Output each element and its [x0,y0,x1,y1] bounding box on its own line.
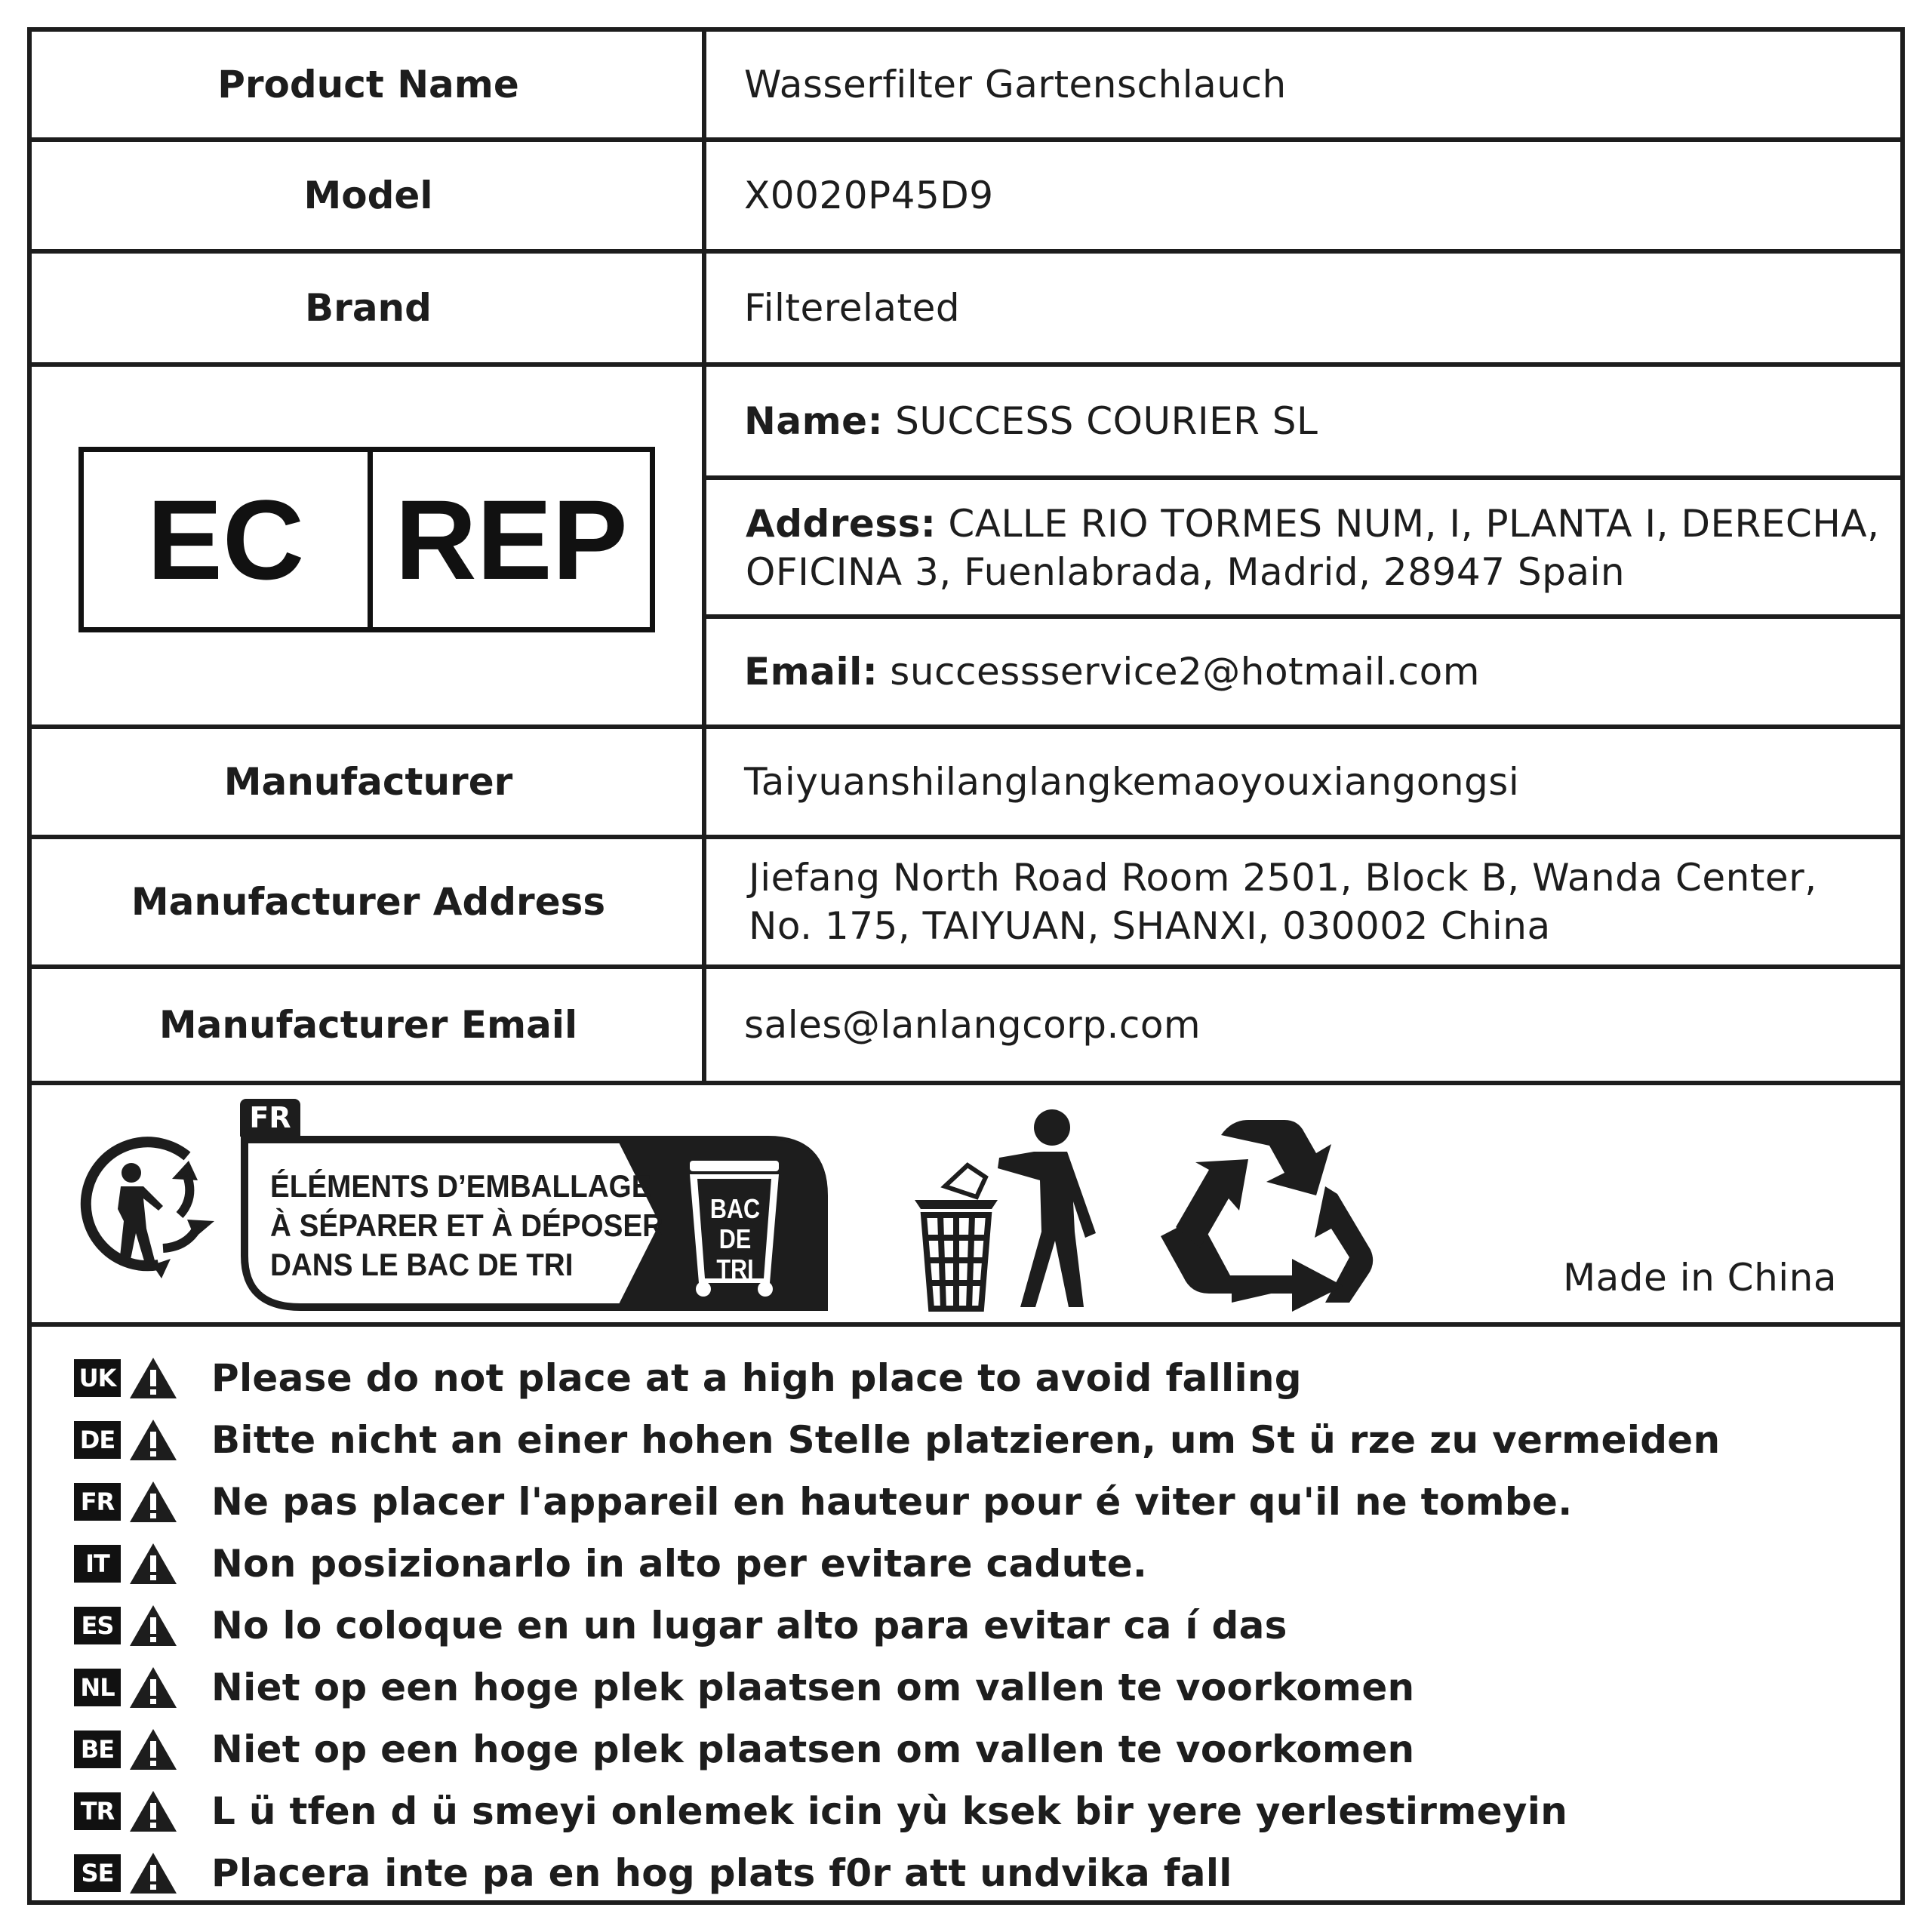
ec-rep-address-line2: OFICINA 3, Fuenlabrada, Madrid, 28947 Spain [746,550,1626,594]
product-name-value: Wasserfilter Gartenschlauch [744,63,1287,106]
warning-triangle-icon [128,1789,178,1833]
ec-rep-address-cell [706,480,1900,619]
country-code-badge: UK [74,1359,121,1397]
row-manufacturer [32,729,1900,839]
info-tri-line2: À SÉPARER ET À DÉPOSER [270,1208,664,1243]
ec-rep-symbol [78,447,655,632]
warning-line [74,1725,1414,1774]
ec-rep-address-line1: CALLE RIO TORMES NUM, I, PLANTA I, DERECHA, [948,502,1880,546]
manufacturer-address-line1: Jiefang North Road Room 2501, Block B, Wanda Center, [749,856,1817,900]
warning-triangle-icon [128,1418,178,1462]
country-code-badge: NL [74,1669,121,1706]
recycle-icon [1156,1115,1375,1312]
country-code-badge: BE [74,1730,121,1768]
row-model [32,142,1900,254]
ec-rep-name-key: Name: [744,399,884,443]
warning-text: Niet op een hoge plek plaatsen om vallen te voorkomen [211,1727,1415,1771]
warning-text: Placera inte pa en hog plats f0r att undvika fall [211,1851,1232,1895]
ec-rep-email-cell [706,619,1900,724]
product-name-label: Product Name [217,63,519,106]
bin-label-line2: DE [718,1223,752,1254]
warning-triangle-icon [128,1480,178,1524]
bin-label-line1: BAC [709,1193,761,1224]
info-tri-block [240,1099,829,1312]
info-tri-country-badge: FR [240,1099,300,1137]
warning-line [74,1354,1302,1402]
manufacturer-email-label: Manufacturer Email [158,1003,578,1047]
bin-label [706,1194,764,1284]
warning-text: Niet op een hoge plek plaatsen om vallen te voorkomen [211,1666,1415,1709]
brand-value: Filterelated [744,286,961,330]
country-code-badge: SE [74,1854,121,1892]
manufacturer-address-line2: No. 175, TAIYUAN, SHANXI, 030002 China [749,904,1551,948]
country-code-badge: IT [74,1545,121,1583]
made-in-label: Made in China [1563,1256,1837,1300]
row-ec-rep [32,367,1900,729]
ec-rep-email-key: Email: [744,650,878,694]
manufacturer-label: Manufacturer [223,760,513,804]
warning-line [74,1416,1720,1464]
triman-icon [74,1131,222,1278]
warning-triangle-icon [128,1851,178,1895]
warning-line [74,1849,1232,1897]
warning-triangle-icon [128,1727,178,1771]
warning-line [74,1601,1287,1650]
warning-triangle-icon [128,1542,178,1586]
country-code-badge: ES [74,1607,121,1644]
warning-text: Bitte nicht an einer hohen Stelle platzieren, um St ü rze zu vermeiden [211,1418,1721,1462]
country-code-badge: FR [74,1483,121,1521]
info-tri-line3: DANS LE BAC DE TRI [270,1247,574,1282]
row-brand [32,254,1900,367]
ec-rep-symbol-cell [32,367,702,724]
row-product-name [32,32,1900,142]
warning-triangle-icon [128,1666,178,1709]
ec-rep-ec: EC [84,452,373,627]
row-manufacturer-email [32,969,1900,1085]
country-code-badge: TR [74,1792,121,1830]
info-tri-line1: ÉLÉMENTS D’EMBALLAGE [270,1168,651,1204]
warning-text: L ü tfen d ü smeyi onlemek icin yù ksek bir yere yerlestirmeyin [211,1789,1568,1833]
manufacturer-address-label: Manufacturer Address [131,880,606,924]
symbols-band [32,1085,1900,1327]
ec-rep-address-key: Address: [746,502,937,546]
bin-label-line3: TRI [716,1254,754,1284]
warning-line [74,1663,1414,1712]
warning-text: Please do not place at a high place to avoid falling [211,1356,1302,1400]
warning-line [74,1478,1573,1526]
country-code-badge: DE [74,1421,121,1459]
info-tri-text [270,1167,663,1284]
model-label: Model [303,174,433,217]
row-manufacturer-address [32,839,1900,969]
warnings-list [32,1327,1900,1905]
ec-rep-name-value: SUCCESS COURIER SL [895,399,1318,443]
warning-text: No lo coloque en un lugar alto para evitar ca í das [211,1604,1287,1647]
manufacturer-email-value: sales@lanlangcorp.com [744,1003,1201,1047]
manufacturer-value: Taiyuanshilanglangkemaoyouxiangongsi [744,760,1520,804]
model-value: X0020P45D9 [744,174,994,217]
warning-line [74,1787,1567,1835]
warning-triangle-icon [128,1604,178,1647]
label-sheet [27,27,1905,1905]
ec-rep-name-cell [706,367,1900,480]
ec-rep-email-value: successservice2@hotmail.com [890,650,1480,694]
warning-line [74,1540,1147,1588]
ec-rep-rep: REP [395,475,628,603]
warning-text: Non posizionarlo in alto per evitare cadute. [211,1542,1148,1586]
brand-label: Brand [305,286,432,330]
warning-text: Ne pas placer l'appareil en hauteur pour é viter qu'il ne tombe. [211,1480,1573,1524]
tidy-man-icon [907,1108,1103,1312]
warning-triangle-icon [128,1356,178,1400]
manufacturer-address-value [706,839,1900,964]
